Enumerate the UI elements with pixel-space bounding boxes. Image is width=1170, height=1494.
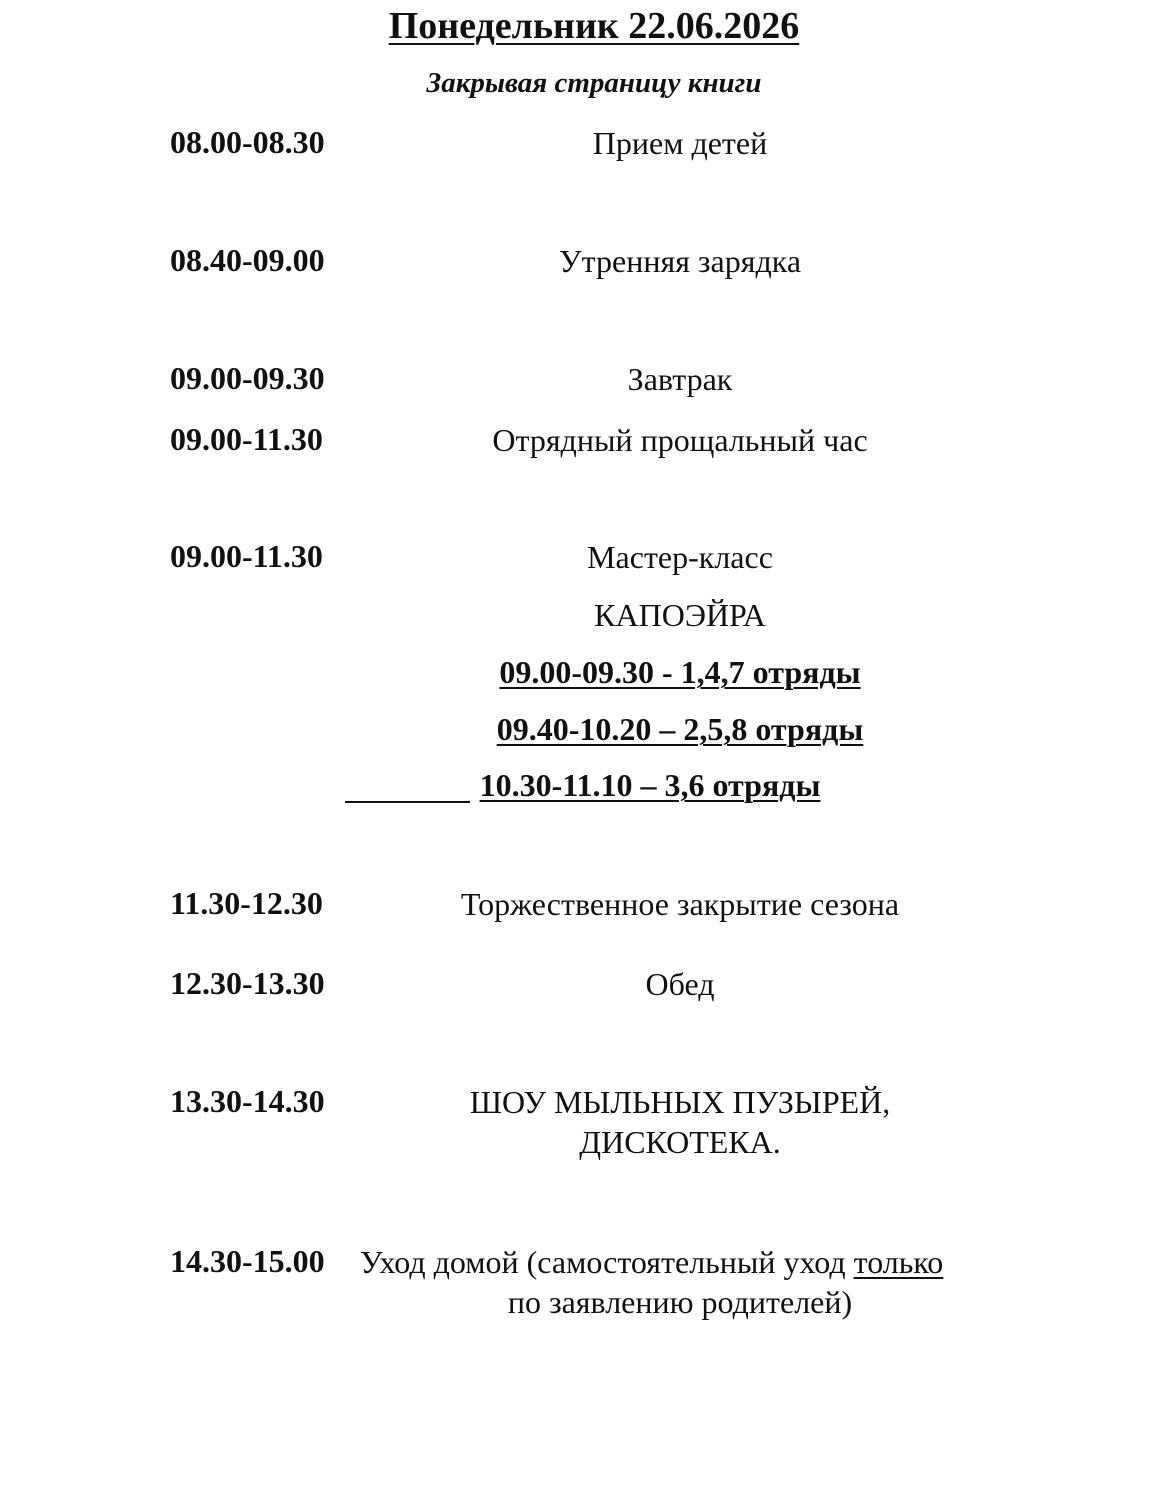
schedule-activity: Утренняя зарядка xyxy=(558,243,802,279)
group-slot: 09.40-10.20 – 2,5,8 отряды xyxy=(496,711,864,747)
activity-emphasis: только xyxy=(853,1244,944,1280)
schedule-time: 08.40-09.00 xyxy=(170,242,325,278)
schedule-activity-line2: по заявлению родителей) xyxy=(507,1284,853,1320)
schedule-activity: Завтрак xyxy=(627,361,733,397)
schedule-activity-line1 xyxy=(360,1243,943,1281)
schedule-activity-line1: ШОУ МЫЛЬНЫХ ПУЗЫРЕЙ, xyxy=(469,1084,891,1120)
schedule-time: 09.00-11.30 xyxy=(170,421,323,457)
schedule-time: 14.30-15.00 xyxy=(170,1243,325,1279)
page-subtitle: Закрывая страницу книги xyxy=(426,67,762,99)
schedule-activity-line2: ДИСКОТЕКА. xyxy=(579,1124,781,1160)
schedule-activity: Обед xyxy=(645,966,715,1002)
schedule-activity: Торжественное закрытие сезона xyxy=(460,886,900,922)
schedule-time: 08.00-08.30 xyxy=(170,124,325,160)
schedule-activity: Отрядный прощальный час xyxy=(492,422,868,458)
group-slot: 09.00-09.30 - 1,4,7 отряды xyxy=(499,654,861,690)
schedule-time: 11.30-12.30 xyxy=(170,885,323,921)
schedule-activity-line2: КАПОЭЙРА xyxy=(594,597,766,633)
page-title: Понедельник 22.06.2026 xyxy=(388,5,800,47)
schedule-activity-line1: Мастер-класс xyxy=(587,539,773,575)
schedule-activity: Прием детей xyxy=(592,125,768,161)
activity-text: Уход домой (самостоятельный уход xyxy=(360,1244,854,1280)
schedule-time: 12.30-13.30 xyxy=(170,965,325,1001)
schedule-time: 13.30-14.30 xyxy=(170,1083,325,1119)
schedule-time: 09.00-09.30 xyxy=(170,360,325,396)
schedule-time: 09.00-11.30 xyxy=(170,538,323,574)
group-slot: 10.30-11.10 – 3,6 отряды xyxy=(479,767,821,803)
